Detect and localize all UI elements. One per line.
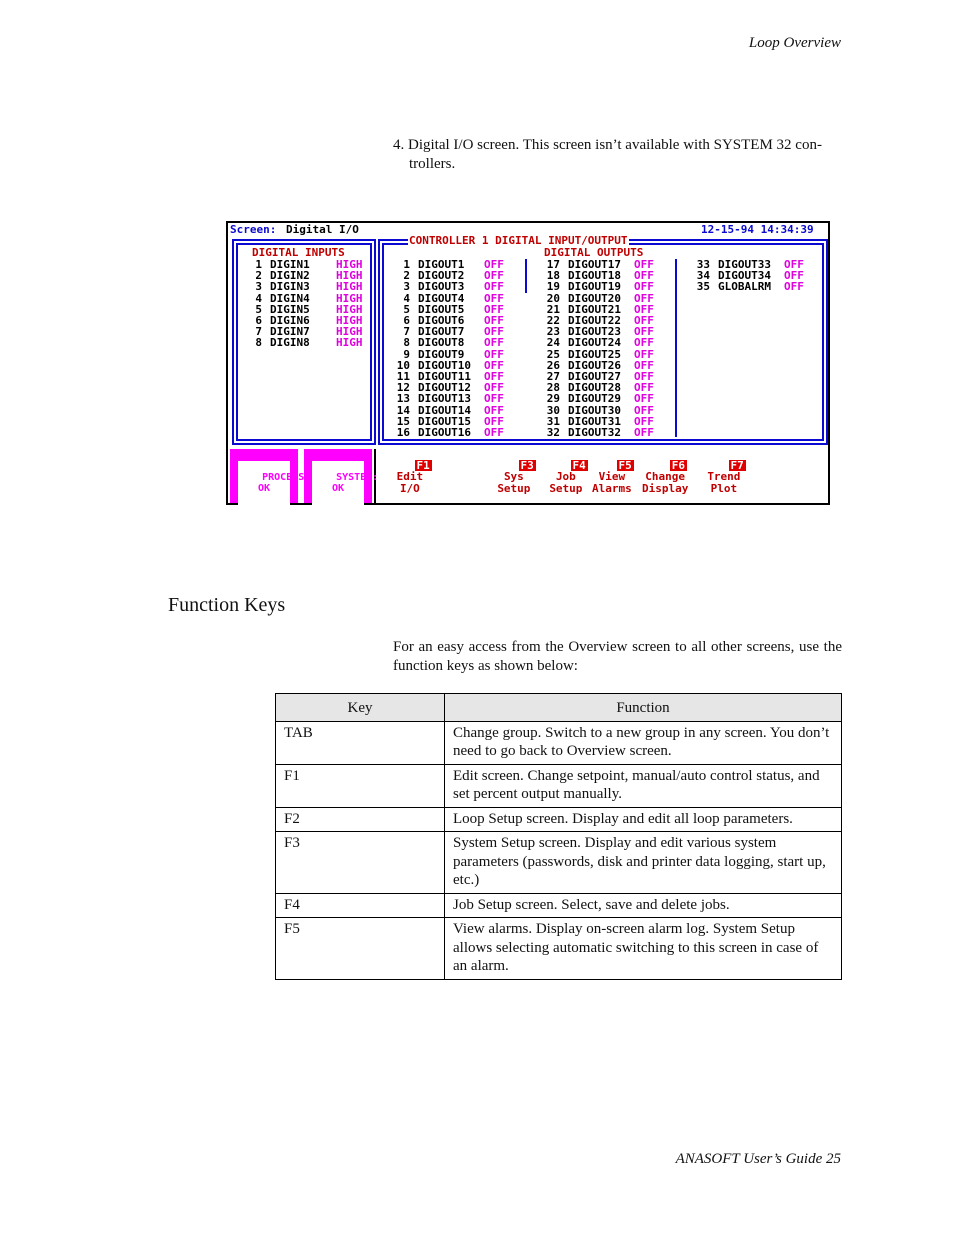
fkey-f7-line2: Plot xyxy=(710,481,738,495)
table-row xyxy=(276,721,842,764)
output-row-state: OFF xyxy=(484,392,504,406)
output-row-state: OFF xyxy=(484,370,504,383)
input-row-name: DIGIN6 xyxy=(270,314,310,327)
output-row-state: OFF xyxy=(634,392,654,406)
table-row xyxy=(276,807,842,832)
output-row-number: 25 xyxy=(546,347,560,361)
output-row-state: OFF xyxy=(484,258,504,271)
output-row-number: 9 xyxy=(403,347,410,361)
input-row-number: 7 xyxy=(255,325,262,339)
process-status-line1: PROCESS xyxy=(262,472,305,483)
output-row-state: OFF xyxy=(634,258,654,271)
output-row-number: 12 xyxy=(396,381,410,395)
fkey-f6-badge: F6 xyxy=(671,459,686,473)
output-row-number: 18 xyxy=(546,269,560,283)
output-row-state: OFF xyxy=(634,347,654,361)
function-cell: System Setup screen. Display and edit various system parameters (passwords, disk and printer data logging, start up, etc.) xyxy=(445,832,842,894)
input-row-state: HIGH xyxy=(336,336,363,350)
running-foot: ANASOFT User’s Guide 25 xyxy=(675,1151,841,1167)
output-row-name: DIGOUT7 xyxy=(418,325,465,339)
fkey-f7-badge: F7 xyxy=(730,459,744,473)
output-row-state: OFF xyxy=(634,269,654,283)
key-cell: TAB xyxy=(276,721,445,764)
input-row-number: 5 xyxy=(255,302,262,316)
header-key: Key xyxy=(276,694,445,722)
output-row-name: DIGOUT12 xyxy=(418,381,471,395)
screen-datetime: 12-15-94 14:34:39 xyxy=(701,223,814,236)
input-row-name: DIGIN2 xyxy=(270,269,310,283)
output-row-number: 30 xyxy=(546,403,560,417)
fkey-f1[interactable] xyxy=(388,449,432,505)
fkey-f4-line2: Setup xyxy=(549,481,583,495)
output-row-state: OFF xyxy=(484,381,504,395)
output-row-name: DIGOUT6 xyxy=(418,314,465,327)
step-caption-line2: trollers. xyxy=(409,156,456,172)
fkey-f5-badge: F5 xyxy=(618,459,632,473)
output-row-number: 10 xyxy=(396,358,410,372)
output-row-state: OFF xyxy=(634,381,654,395)
fkey-f3-badge: F3 xyxy=(520,459,534,473)
output-row-state: OFF xyxy=(634,302,654,316)
output-row-state: OFF xyxy=(634,325,654,339)
table-header-row xyxy=(276,694,842,722)
header-function: Function xyxy=(445,694,842,722)
fkey-f6-line2: Display xyxy=(642,481,689,495)
output-row-number: 4 xyxy=(403,291,410,305)
fkey-f4[interactable] xyxy=(544,449,588,505)
output-row-state: OFF xyxy=(634,370,654,383)
output-row-number: 31 xyxy=(546,414,560,428)
fkey-f4-line1: Job xyxy=(555,470,576,484)
system-status-line2: OK xyxy=(331,483,345,494)
output-row-number: 23 xyxy=(546,325,560,339)
fkey-f3[interactable] xyxy=(492,449,536,505)
output-row-state: OFF xyxy=(484,347,504,361)
input-row-state: HIGH xyxy=(336,269,363,283)
input-row-name: DIGIN4 xyxy=(270,291,310,305)
output-row-name: DIGOUT20 xyxy=(568,291,621,305)
function-cell: Change group. Switch to a new group in any screen. You don’t need to go back to Overview screen. xyxy=(445,721,842,764)
output-row-number: 15 xyxy=(396,414,410,428)
input-row-state: HIGH xyxy=(336,302,363,316)
column-divider-1 xyxy=(525,259,527,293)
screen-name: Digital I/O xyxy=(286,223,359,236)
fkey-f5-line1: View xyxy=(598,470,626,484)
input-row-number: 4 xyxy=(255,291,262,305)
output-row-state: OFF xyxy=(634,280,654,294)
output-row-name: DIGOUT15 xyxy=(418,414,471,428)
table-row xyxy=(276,918,842,980)
output-row-number: 8 xyxy=(403,336,410,350)
fkey-f6-line1: Change xyxy=(645,470,686,484)
key-cell: F3 xyxy=(276,832,445,894)
process-status-label xyxy=(238,461,305,505)
fkey-f3-line2: Setup xyxy=(497,481,531,495)
output-row-number: 16 xyxy=(396,426,410,439)
output-row-name: DIGOUT11 xyxy=(418,370,471,383)
input-row-name: DIGIN7 xyxy=(270,325,310,339)
output-row-name: DIGOUT14 xyxy=(418,403,471,417)
output-row-state: OFF xyxy=(484,414,504,428)
key-cell: F4 xyxy=(276,893,445,918)
fkey-f5-line2: Alarms xyxy=(592,481,632,495)
key-cell: F5 xyxy=(276,918,445,980)
input-row-name: DIGIN1 xyxy=(270,258,310,271)
output-row-state: OFF xyxy=(484,426,504,439)
output-row-number: 14 xyxy=(396,403,410,417)
fkey-f7[interactable] xyxy=(702,449,746,505)
output-row-number: 20 xyxy=(546,291,560,305)
table-row xyxy=(276,893,842,918)
function-cell: View alarms. Display on-screen alarm log. System Setup allows selecting automatic switching to this screen in case of an alarm. xyxy=(445,918,842,980)
step-caption xyxy=(393,136,842,174)
output-row-number: 22 xyxy=(546,314,560,327)
output-row-name: DIGOUT34 xyxy=(718,269,771,283)
output-row-name: DIGOUT24 xyxy=(568,336,621,350)
input-row-number: 3 xyxy=(255,280,262,294)
output-row-name: DIGOUT9 xyxy=(418,347,465,361)
output-row-state: OFF xyxy=(634,336,654,350)
fkey-f6[interactable] xyxy=(642,449,688,505)
output-row-name: DIGOUT28 xyxy=(568,381,621,395)
output-row-number: 29 xyxy=(546,392,560,406)
input-row-number: 1 xyxy=(255,258,262,271)
output-row-name: DIGOUT5 xyxy=(418,302,465,316)
outputs-header: DIGITAL OUTPUTS xyxy=(544,246,644,259)
output-row-state: OFF xyxy=(484,358,504,372)
running-head: Loop Overview xyxy=(748,35,841,51)
output-row-number: 26 xyxy=(546,358,560,372)
function-keys-table xyxy=(275,693,842,980)
output-row-name: DIGOUT25 xyxy=(568,347,621,361)
output-row-state: OFF xyxy=(484,291,504,305)
output-row-name: DIGOUT8 xyxy=(418,336,465,350)
output-row-number: 33 xyxy=(696,258,710,271)
output-row-number: 24 xyxy=(546,336,560,350)
output-row-state: OFF xyxy=(784,269,804,283)
output-row-number: 11 xyxy=(396,370,410,383)
output-row-state: OFF xyxy=(484,325,504,339)
table-row xyxy=(276,764,842,807)
output-row-state: OFF xyxy=(634,414,654,428)
function-cell: Job Setup screen. Select, save and delete jobs. xyxy=(445,893,842,918)
output-row-number: 7 xyxy=(403,325,410,339)
output-row-name: DIGOUT32 xyxy=(568,426,621,439)
output-row-number: 27 xyxy=(546,370,560,383)
input-row-name: DIGIN8 xyxy=(270,336,310,350)
output-row-number: 34 xyxy=(696,269,710,283)
system-status-label xyxy=(312,461,379,505)
output-row-name: DIGOUT29 xyxy=(568,392,621,406)
output-row-name: DIGOUT3 xyxy=(418,280,465,294)
output-row-state: OFF xyxy=(484,336,504,350)
fkey-f1-badge: F1 xyxy=(416,459,430,473)
output-row-state: OFF xyxy=(634,403,654,417)
output-row-state: OFF xyxy=(634,426,654,439)
output-row-name: DIGOUT30 xyxy=(568,403,621,417)
output-row-number: 13 xyxy=(396,392,410,406)
output-row-state: OFF xyxy=(484,403,504,417)
output-row-name: DIGOUT26 xyxy=(568,358,621,372)
fkey-f3-line1: Sys xyxy=(503,470,524,484)
output-row-name: DIGOUT17 xyxy=(568,258,621,271)
input-row-number: 2 xyxy=(255,269,262,283)
fkey-f5[interactable] xyxy=(590,449,634,505)
intro-paragraph: For an easy access from the Overview screen to all other screens, use the function keys as shown below: xyxy=(393,639,842,674)
output-row-name: DIGOUT19 xyxy=(568,280,621,294)
screen-label: Screen: xyxy=(230,223,277,236)
output-row-number: 2 xyxy=(403,269,410,283)
output-row-state: OFF xyxy=(784,280,804,294)
output-row-state: OFF xyxy=(484,269,504,283)
input-row-number: 6 xyxy=(255,314,262,327)
output-row-name: DIGOUT18 xyxy=(568,269,621,283)
function-cell: Edit screen. Change setpoint, manual/auto control status, and set percent output manually. xyxy=(445,764,842,807)
section-title: Function Keys xyxy=(168,594,286,616)
output-row-number: 3 xyxy=(403,280,410,294)
output-row-name: DIGOUT31 xyxy=(568,414,621,428)
system-status-line1: SYSTEM: xyxy=(336,472,379,483)
digital-io-screenshot xyxy=(226,221,830,505)
output-row-state: OFF xyxy=(484,302,504,316)
fkey-f4-badge: F4 xyxy=(572,459,586,473)
input-row-name: DIGIN3 xyxy=(270,280,310,294)
inputs-header: DIGITAL INPUTS xyxy=(252,246,345,259)
output-row-name: DIGOUT23 xyxy=(568,325,621,339)
input-row-state: HIGH xyxy=(336,325,363,339)
output-row-number: 28 xyxy=(546,381,560,395)
input-row-state: HIGH xyxy=(336,314,363,327)
output-row-number: 19 xyxy=(546,280,560,294)
output-row-name: DIGOUT27 xyxy=(568,370,621,383)
key-cell: F1 xyxy=(276,764,445,807)
output-row-number: 17 xyxy=(546,258,560,271)
output-row-state: OFF xyxy=(634,314,654,327)
output-row-number: 32 xyxy=(546,426,560,439)
controller-heading: CONTROLLER 1 DIGITAL INPUT/OUTPUT xyxy=(409,234,628,247)
output-row-name: DIGOUT22 xyxy=(568,314,621,327)
output-row-name: DIGOUT16 xyxy=(418,426,471,439)
column-divider-2 xyxy=(675,259,677,437)
output-row-name: DIGOUT33 xyxy=(718,258,771,271)
output-row-state: OFF xyxy=(484,314,504,327)
output-row-number: 1 xyxy=(403,258,410,271)
table-row xyxy=(276,832,842,894)
output-row-name: GLOBALRM xyxy=(718,280,771,294)
output-row-number: 6 xyxy=(403,314,410,327)
fkey-f1-line2: I/O xyxy=(399,481,420,495)
function-cell: Loop Setup screen. Display and edit all loop parameters. xyxy=(445,807,842,832)
output-row-state: OFF xyxy=(784,258,804,271)
input-row-state: HIGH xyxy=(336,258,363,271)
input-row-state: HIGH xyxy=(336,291,363,305)
output-row-number: 35 xyxy=(696,280,710,294)
output-row-name: DIGOUT10 xyxy=(418,358,471,372)
output-row-name: DIGOUT13 xyxy=(418,392,471,406)
key-cell: F2 xyxy=(276,807,445,832)
process-status-line2: OK xyxy=(257,483,271,494)
output-row-name: DIGOUT2 xyxy=(418,269,465,283)
output-row-state: OFF xyxy=(634,358,654,372)
output-row-number: 5 xyxy=(403,302,410,316)
output-row-name: DIGOUT4 xyxy=(418,291,465,305)
fkey-f7-line1: Trend xyxy=(707,470,741,484)
step-caption-line1: 4. Digital I/O screen. This screen isn’t available with SYSTEM 32 con- xyxy=(393,137,822,153)
output-row-state: OFF xyxy=(634,291,654,305)
output-row-name: DIGOUT21 xyxy=(568,302,621,316)
input-row-state: HIGH xyxy=(336,280,363,294)
fkey-f1-line1: Edit xyxy=(396,470,424,484)
output-row-state: OFF xyxy=(484,280,504,294)
input-row-name: DIGIN5 xyxy=(270,302,310,316)
output-row-name: DIGOUT1 xyxy=(418,258,465,271)
output-row-number: 21 xyxy=(546,302,560,316)
input-row-number: 8 xyxy=(255,336,262,350)
